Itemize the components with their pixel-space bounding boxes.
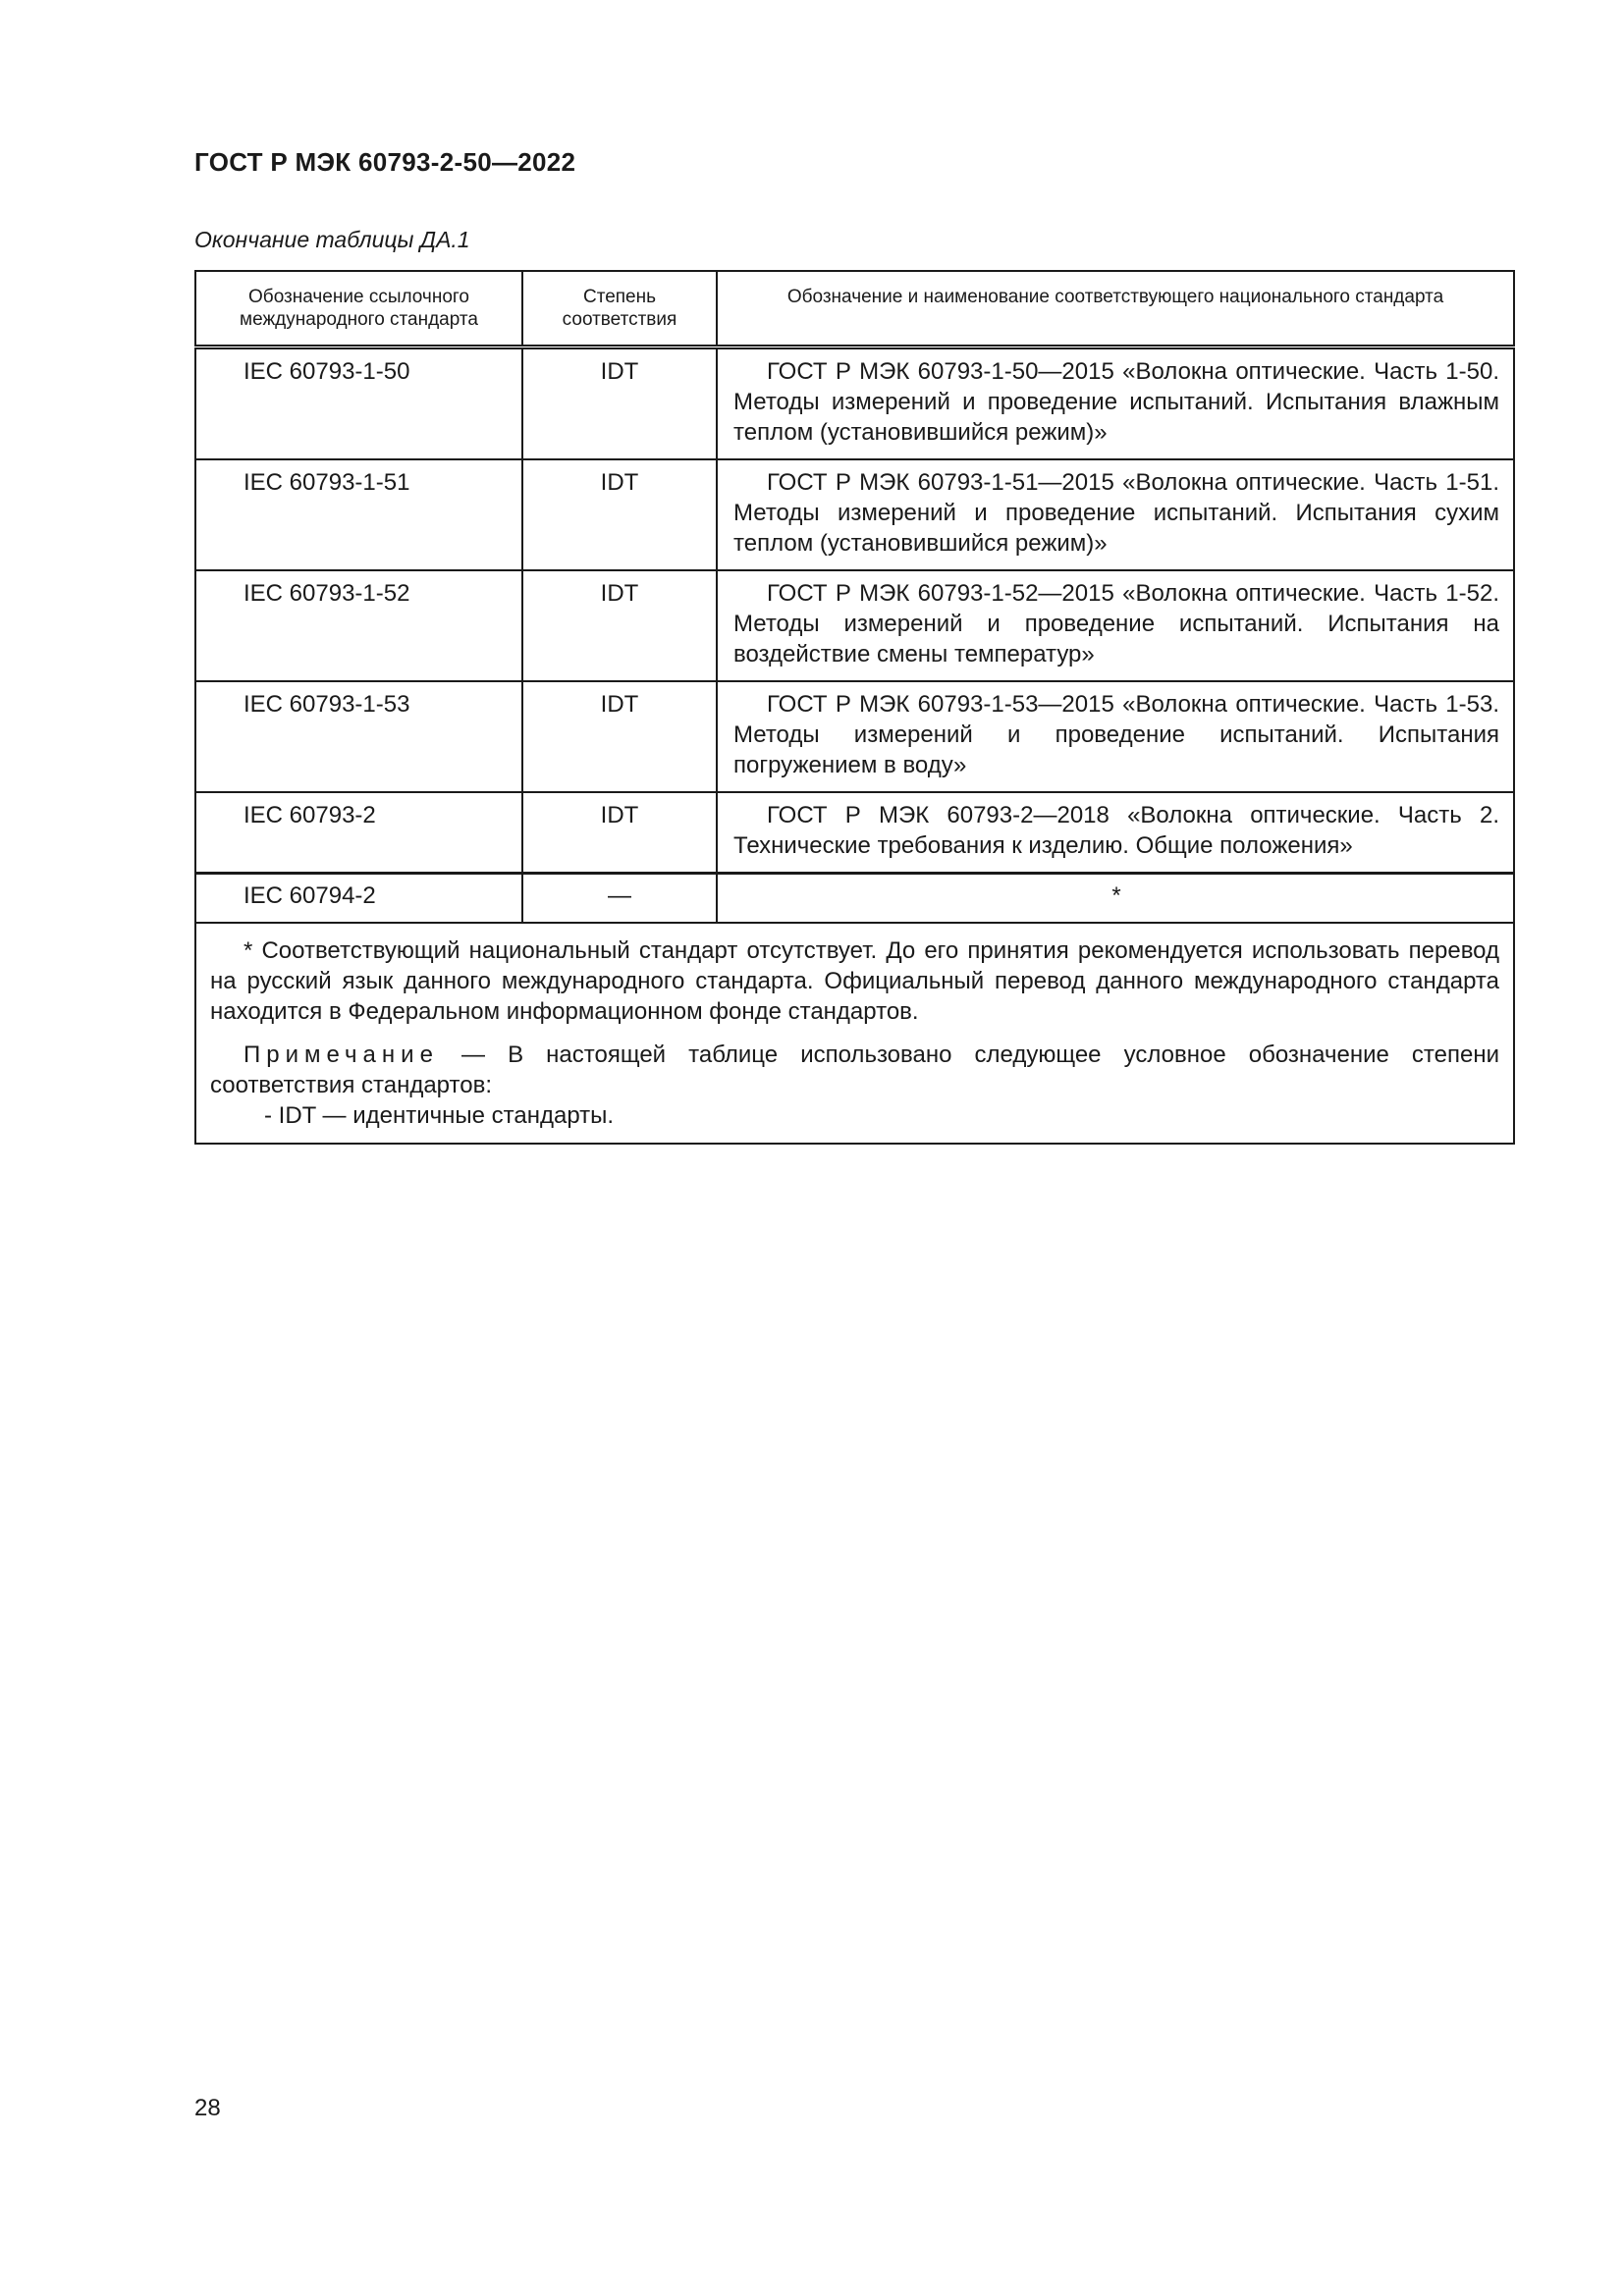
degree-cell: IDT [522,792,717,874]
national-standard-text: ГОСТ Р МЭК 60793-1-52—2015 «Волокна оптические. Часть 1-52. Методы измерений и проведение испытаний. Испытания на воздействие смены температур» [733,580,1499,667]
note-text: — В настоящей таблице использовано следующее условное обозначение степени соответствия стандартов: [210,1041,1500,1098]
note-item [210,1100,1499,1131]
table-row [195,570,1514,681]
national-standard-cell [717,570,1514,681]
national-standard-cell [717,459,1514,570]
note [210,1040,1499,1100]
degree-cell: — [522,874,717,924]
degree-cell: IDT [522,570,717,681]
national-standard-text: ГОСТ Р МЭК 60793-1-51—2015 «Волокна оптические. Часть 1-51. Методы измерений и проведение испытаний. Испытания сухим теплом (установившийся режим)» [733,469,1499,557]
reference-cell: IEC 60793-1-52 [195,570,522,681]
national-standard-cell [717,792,1514,874]
reference-standards-table [194,270,1515,1145]
table-row [195,792,1514,874]
footnote-cell [195,923,1514,1144]
national-standard-cell: * [717,874,1514,924]
note-label: Примечание [244,1041,439,1068]
document-header: ГОСТ Р МЭК 60793-2-50—2022 [194,147,576,177]
table-caption: Окончание таблицы ДА.1 [194,227,470,252]
column-header-national: Обозначение и наименование соответствующего национального стандарта [717,271,1514,347]
reference-cell: IEC 60793-1-50 [195,347,522,460]
table-header-row [195,271,1514,347]
note-item-text: - IDT — идентичные стандарты. [264,1102,615,1129]
table-row [195,459,1514,570]
reference-cell: IEC 60794-2 [195,874,522,924]
national-standard-text: ГОСТ Р МЭК 60793-1-53—2015 «Волокна оптические. Часть 1-53. Методы измерений и проведение испытаний. Испытания погружением в воду» [733,691,1499,778]
national-standard-cell [717,347,1514,460]
national-standard-text: ГОСТ Р МЭК 60793-1-50—2015 «Волокна оптические. Часть 1-50. Методы измерений и проведение испытаний. Испытания влажным теплом (установившийся режим)» [733,358,1499,446]
reference-cell: IEC 60793-1-53 [195,681,522,792]
degree-cell: IDT [522,347,717,460]
national-standard-text: ГОСТ Р МЭК 60793-2—2018 «Волокна оптические. Часть 2. Технические требования к изделию. Общие положения» [733,802,1499,859]
reference-cell: IEC 60793-2 [195,792,522,874]
column-header-degree: Степень соответствия [522,271,717,347]
table-row [195,347,1514,460]
table-footnote-row [195,923,1514,1144]
footnote-text: * Соответствующий национальный стандарт отсутствует. До его принятия рекомендуется использовать перевод на русский язык данного международного стандарта. Официальный перевод данного международного стандарта находится в Федеральном информационном фонде стандартов. [210,937,1499,1025]
degree-cell: IDT [522,681,717,792]
table-row [195,681,1514,792]
table-row [195,874,1514,924]
national-standard-cell [717,681,1514,792]
page-number: 28 [194,2095,221,2121]
reference-cell: IEC 60793-1-51 [195,459,522,570]
column-header-reference: Обозначение ссылочного международного стандарта [195,271,522,347]
footnote [210,935,1499,1027]
degree-cell: IDT [522,459,717,570]
